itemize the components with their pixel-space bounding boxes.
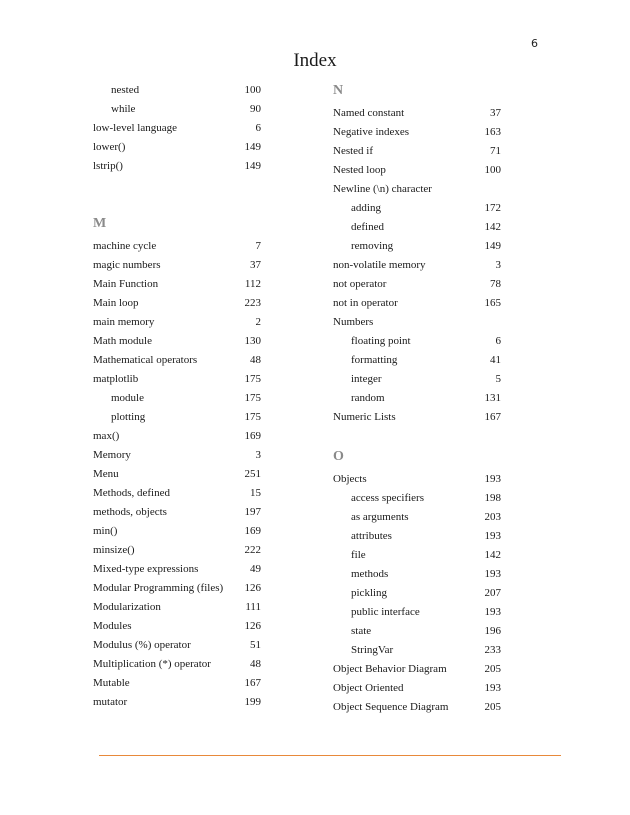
index-page-ref: 78 bbox=[490, 278, 501, 290]
index-term: Newline (\n) character bbox=[333, 183, 432, 195]
index-term: Numbers bbox=[333, 316, 374, 328]
index-entry bbox=[333, 489, 501, 508]
index-page-ref: 172 bbox=[484, 202, 501, 214]
index-term: adding bbox=[351, 202, 381, 214]
section-letter-o: O bbox=[333, 449, 344, 464]
section-letter-m: M bbox=[93, 216, 107, 231]
index-entry bbox=[333, 565, 501, 584]
index-entry bbox=[93, 408, 261, 427]
index-page-ref: 167 bbox=[244, 677, 261, 689]
index-entry bbox=[93, 100, 261, 119]
index-page-ref: 205 bbox=[484, 663, 501, 675]
index-page-ref: 6 bbox=[255, 122, 261, 134]
index-page-ref: 175 bbox=[244, 373, 261, 385]
index-entry bbox=[93, 389, 261, 408]
index-entry bbox=[93, 157, 261, 176]
index-page-ref: 41 bbox=[490, 354, 501, 366]
index-page-ref: 51 bbox=[250, 639, 261, 651]
index-page-ref: 222 bbox=[244, 544, 261, 556]
index-page-ref: 198 bbox=[484, 492, 501, 504]
index-page-ref: 196 bbox=[484, 625, 501, 637]
index-term: attributes bbox=[351, 530, 392, 542]
index-term: methods bbox=[351, 568, 389, 580]
index-page-ref: 142 bbox=[484, 221, 501, 233]
index-term: nested bbox=[111, 84, 140, 96]
index-page-ref: 163 bbox=[484, 126, 501, 138]
index-term: formatting bbox=[351, 354, 398, 366]
page-title: Index bbox=[293, 50, 337, 71]
index-page-ref: 167 bbox=[484, 411, 501, 423]
index-term: removing bbox=[351, 240, 394, 252]
index-page-ref: 37 bbox=[490, 107, 501, 119]
index-page-ref: 126 bbox=[244, 582, 261, 594]
index-term: Object Oriented bbox=[333, 682, 404, 694]
index-entry bbox=[93, 522, 261, 541]
index-term: Mathematical operators bbox=[93, 354, 198, 366]
index-page-ref: 37 bbox=[250, 259, 261, 271]
index-entry bbox=[93, 579, 261, 598]
index-page-ref: 165 bbox=[484, 297, 501, 309]
index-term: Menu bbox=[93, 468, 119, 480]
index-term: Main loop bbox=[93, 297, 139, 309]
index-term: public interface bbox=[351, 606, 420, 618]
index-page-ref: 126 bbox=[244, 620, 261, 632]
index-page-ref: 193 bbox=[484, 473, 501, 485]
index-term: max() bbox=[93, 430, 120, 442]
index-term: Object Behavior Diagram bbox=[333, 663, 447, 675]
index-page-ref: 223 bbox=[244, 297, 261, 309]
index-entry bbox=[333, 180, 501, 199]
index-page-ref: 5 bbox=[495, 373, 501, 385]
index-column-left bbox=[93, 81, 261, 712]
index-page-ref: 149 bbox=[484, 240, 501, 252]
index-entry bbox=[333, 237, 501, 256]
index-term: magic numbers bbox=[93, 259, 161, 271]
index-page-ref: 15 bbox=[250, 487, 261, 499]
index-page-ref: 207 bbox=[484, 587, 501, 599]
index-term: defined bbox=[351, 221, 384, 233]
index-entry bbox=[93, 332, 261, 351]
index-page-ref: 111 bbox=[245, 601, 261, 613]
index-page-ref: 6 bbox=[495, 335, 501, 347]
index-term: Objects bbox=[333, 473, 367, 485]
index-term: Named constant bbox=[333, 107, 405, 119]
index-term: Numeric Lists bbox=[333, 411, 396, 423]
index-entry bbox=[93, 81, 261, 100]
index-entry bbox=[93, 138, 261, 157]
index-entry bbox=[333, 508, 501, 527]
index-page-ref: 130 bbox=[244, 335, 261, 347]
index-page-ref: 251 bbox=[244, 468, 261, 480]
index-entry bbox=[93, 427, 261, 446]
index-page-ref: 142 bbox=[484, 549, 501, 561]
index-entry bbox=[93, 275, 261, 294]
index-entry bbox=[93, 503, 261, 522]
index-term: not in operator bbox=[333, 297, 398, 309]
index-entry bbox=[333, 389, 501, 408]
index-term: Memory bbox=[93, 449, 131, 461]
index-term: lstrip() bbox=[93, 160, 123, 172]
index-page-ref: 175 bbox=[244, 392, 261, 404]
index-entry bbox=[93, 294, 261, 313]
index-term: Modularization bbox=[93, 601, 161, 613]
index-term: Negative indexes bbox=[333, 126, 410, 138]
index-page-ref: 100 bbox=[244, 84, 261, 96]
index-term: module bbox=[111, 392, 144, 404]
index-entry bbox=[333, 313, 501, 332]
index-term: access specifiers bbox=[351, 492, 424, 504]
index-page-ref: 169 bbox=[244, 525, 261, 537]
index-entry bbox=[93, 370, 261, 389]
index-term: Main Function bbox=[93, 278, 159, 290]
index-term: plotting bbox=[111, 411, 146, 423]
index-page-ref: 175 bbox=[244, 411, 261, 423]
index-entry bbox=[333, 470, 501, 489]
footer-rule bbox=[99, 755, 561, 756]
index-entry bbox=[333, 408, 501, 427]
index-entry bbox=[333, 332, 501, 351]
index-term: mutator bbox=[93, 696, 128, 708]
index-entry bbox=[333, 641, 501, 660]
index-entry bbox=[93, 598, 261, 617]
page-number: 6 bbox=[531, 37, 538, 50]
index-entry bbox=[333, 123, 501, 142]
index-entry bbox=[333, 142, 501, 161]
index-term: file bbox=[351, 549, 366, 561]
entries-o bbox=[333, 470, 501, 717]
index-term: integer bbox=[351, 373, 382, 385]
index-page-ref: 48 bbox=[250, 658, 261, 670]
index-page-ref: 199 bbox=[244, 696, 261, 708]
index-entry bbox=[93, 256, 261, 275]
index-entry bbox=[333, 275, 501, 294]
index-term: machine cycle bbox=[93, 240, 157, 252]
index-page-ref: 193 bbox=[484, 530, 501, 542]
index-term: Object Sequence Diagram bbox=[333, 701, 449, 713]
index-entry bbox=[93, 351, 261, 370]
index-term: Mutable bbox=[93, 677, 130, 689]
index-page-ref: 193 bbox=[484, 606, 501, 618]
index-entry bbox=[333, 584, 501, 603]
index-term: main memory bbox=[93, 316, 155, 328]
index-page-ref: 49 bbox=[250, 563, 261, 575]
index-term: not operator bbox=[333, 278, 387, 290]
index-page-ref: 112 bbox=[244, 278, 261, 290]
index-entry bbox=[93, 541, 261, 560]
index-entry bbox=[93, 636, 261, 655]
index-term: as arguments bbox=[351, 511, 409, 523]
index-page-ref: 233 bbox=[484, 644, 501, 656]
index-entry bbox=[333, 660, 501, 679]
index-term: Modules bbox=[93, 620, 132, 632]
index-page-ref: 100 bbox=[484, 164, 501, 176]
index-term: Modular Programming (files) bbox=[93, 582, 224, 594]
index-entry bbox=[333, 294, 501, 313]
index-term: Multiplication (*) operator bbox=[93, 658, 211, 670]
index-page-ref: 71 bbox=[490, 145, 501, 157]
index-page-ref: 48 bbox=[250, 354, 261, 366]
index-term: random bbox=[351, 392, 385, 404]
index-entry bbox=[333, 679, 501, 698]
index-page-ref: 149 bbox=[244, 160, 261, 172]
index-entry bbox=[93, 313, 261, 332]
entries-m bbox=[93, 237, 261, 712]
index-term: Nested if bbox=[333, 145, 374, 157]
index-term: lower() bbox=[93, 141, 126, 153]
index-page-ref: 197 bbox=[244, 506, 261, 518]
index-page-ref: 205 bbox=[484, 701, 501, 713]
index-term: matplotlib bbox=[93, 373, 139, 385]
index-entry bbox=[333, 161, 501, 180]
index-page-ref: 169 bbox=[244, 430, 261, 442]
index-term: minsize() bbox=[93, 544, 135, 556]
index-page-ref: 7 bbox=[255, 240, 261, 252]
index-entry bbox=[93, 674, 261, 693]
index-entry bbox=[333, 370, 501, 389]
index-entry bbox=[93, 693, 261, 712]
index-entry bbox=[333, 104, 501, 123]
index-page-ref: 149 bbox=[244, 141, 261, 153]
index-term: Modulus (%) operator bbox=[93, 639, 191, 651]
index-entry bbox=[333, 527, 501, 546]
index-page-ref: 203 bbox=[484, 511, 501, 523]
index-term: pickling bbox=[351, 587, 388, 599]
index-page-ref: 90 bbox=[250, 103, 261, 115]
index-page-ref: 3 bbox=[495, 259, 501, 271]
index-page-ref: 3 bbox=[255, 449, 261, 461]
index-term: Mixed-type expressions bbox=[93, 563, 199, 575]
index-column-right bbox=[333, 81, 501, 717]
index-entry bbox=[93, 237, 261, 256]
index-term: methods, objects bbox=[93, 506, 167, 518]
index-entry bbox=[93, 465, 261, 484]
index-term: floating point bbox=[351, 335, 411, 347]
index-term: Methods, defined bbox=[93, 487, 170, 499]
index-term: StringVar bbox=[351, 644, 394, 656]
index-entry bbox=[333, 351, 501, 370]
index-term: Nested loop bbox=[333, 164, 386, 176]
index-entry bbox=[333, 256, 501, 275]
index-term: non-volatile memory bbox=[333, 259, 426, 271]
index-entry bbox=[333, 698, 501, 717]
index-entry bbox=[333, 622, 501, 641]
index-entry bbox=[93, 484, 261, 503]
index-page-ref: 193 bbox=[484, 682, 501, 694]
index-entry bbox=[93, 560, 261, 579]
index-entry bbox=[333, 199, 501, 218]
index-term: state bbox=[351, 625, 372, 637]
index-entry bbox=[93, 617, 261, 636]
index-entry bbox=[93, 655, 261, 674]
index-entry bbox=[333, 218, 501, 237]
index-entry bbox=[93, 446, 261, 465]
entries-top bbox=[93, 81, 261, 176]
index-page-ref: 131 bbox=[484, 392, 501, 404]
index-page-ref: 2 bbox=[255, 316, 261, 328]
index-term: min() bbox=[93, 525, 118, 537]
section-letter-n: N bbox=[333, 83, 344, 98]
index-entry bbox=[333, 546, 501, 565]
index-term: Math module bbox=[93, 335, 152, 347]
index-entry bbox=[93, 119, 261, 138]
entries-n bbox=[333, 104, 501, 427]
index-term: while bbox=[111, 103, 136, 115]
index-term: low-level language bbox=[93, 122, 177, 134]
index-page-ref: 193 bbox=[484, 568, 501, 580]
index-entry bbox=[333, 603, 501, 622]
